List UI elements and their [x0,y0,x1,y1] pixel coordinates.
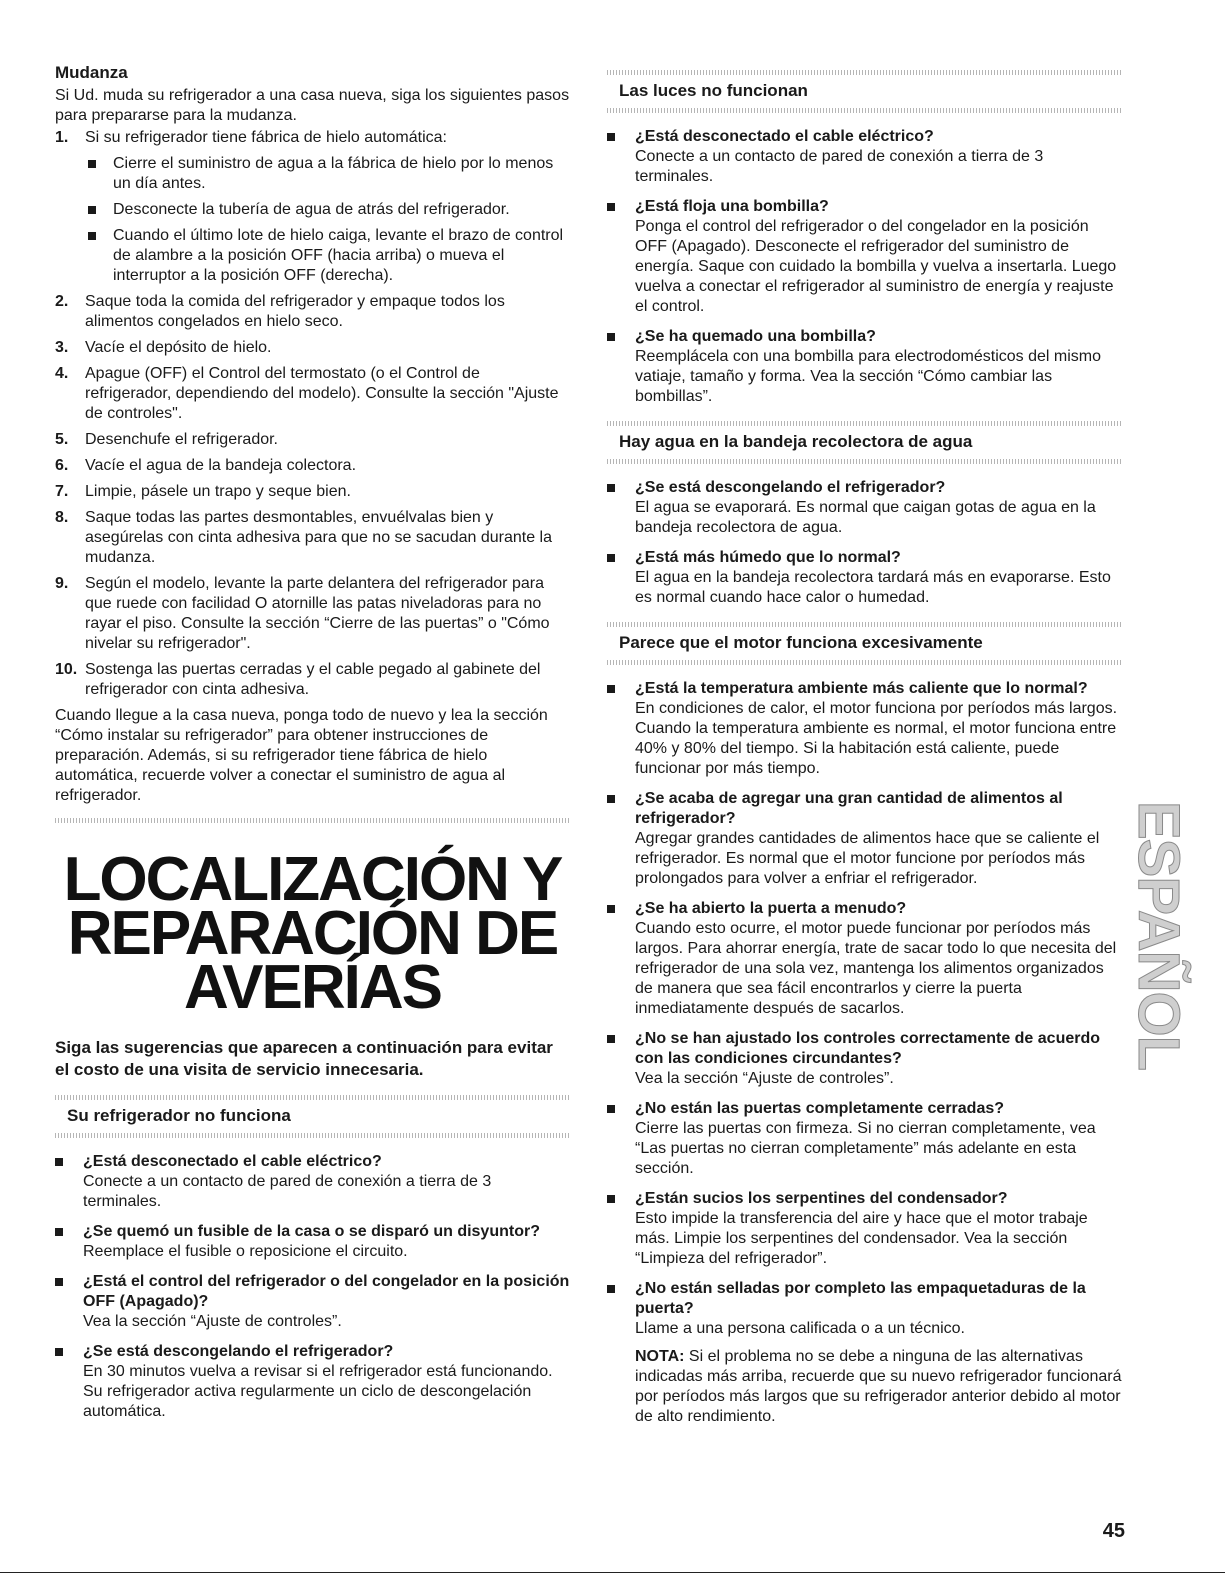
step-3: 3. Vacíe el depósito de hielo. [55,339,272,356]
section-header [607,70,1122,113]
moving-intro: Si Ud. muda su refrigerador a una casa nueva, siga los siguientes pasos para prepararse para la mudanza. [55,87,570,124]
faq-item: ¿Está el control del refrigerador o del congelador en la posición OFF (Apagado)? Vea la sección “Ajuste de controles”. [55,1272,570,1332]
faq-list [55,1152,570,1422]
faq-item: ¿No están las puertas completamente cerradas? Cierre las puertas con firmeza. Si no cierran completamente, vea “Las puertas no cierran completamente” más adelante en esta sección. [607,1099,1122,1179]
faq-item: ¿Está desconectado el cable eléctrico? Conecte a un contacto de pared de conexión a tierra de 3 terminales. [55,1152,570,1212]
faq-item: ¿Se acaba de agregar una gran cantidad de alimentos al refrigerador? Agregar grandes cantidades de alimentos hace que se caliente el refrigerador. Es normal que el motor funcione por períodos más prolongados para volver a enfriar el refrigerador. [607,789,1122,889]
bottom-rule [0,1572,1225,1573]
step-9: 9. Según el modelo, levante la parte delantera del refrigerador para que ruede con facilidad O atornille las patas niveladoras para no rayar el piso. Consulte la sección “Cierre de las puertas” o "Cómo nivelar su refrigerador". [55,575,550,652]
faq-item: ¿Se ha quemado una bombilla? Reemplácela con una bombilla para electrodomésticos del mismo vatiaje, tamaño y forma. Vea la sección “Cómo cambiar las bombillas”. [607,327,1122,407]
step-8: 8. Saque todas las partes desmontables, envuélvalas bien y asegúrelas con cinta adhesiva para que no se sacudan durante la mudanza. [55,509,552,566]
step-6: 6. Vacíe el agua de la bandeja colectora. [55,457,357,474]
faq-item: ¿Está floja una bombilla? Ponga el control del refrigerador o del congelador en la posición OFF (Apagado). Desconecte el refrigerador del suministro de energía. Saque con cuidado la bombilla y vuelva a insertarla. Luego vuelva a conectar el refrigerador al suministro de energía y reajuste el control. [607,197,1122,317]
substep: Cuando el último lote de hielo caiga, levante el brazo de control de alambre a la posición OFF (hacia arriba) o mueva el interruptor a la posición OFF (derecha). [85,226,570,286]
section-header [55,1095,570,1138]
faq-item: ¿Están sucios los serpentines del condensador? Esto impide la transferencia del aire y hace que el motor trabaje más. Limpie los serpentines del condensador. Vea la sección “Limpieza del refrigerador”. [607,1189,1122,1269]
step-7: 7. Limpie, pásele un trapo y seque bien. [55,483,351,500]
faq-list [607,127,1122,407]
page-title: LOCALIZACIÓN Y REPARACIÓN DE AVERÍAS [63,845,562,1022]
moving-title: Mudanza [55,63,128,82]
faq-item: ¿No están selladas por completo las empaquetaduras de la puerta? Llame a una persona calificada o a un técnico. NOTA: Si el problema no se debe a ninguna de las alternativas indicadas más arriba, recuerde que su nuevo refrigerador funcionará por períodos más largos que su refrigerador anterior debido al motor de alto rendimiento. [607,1279,1122,1427]
step-1: 1. Si su refrigerador tiene fábrica de hielo automática: Cierre el suministro de agua a la fábrica de hielo por lo menos un día antes. Desconecte la tubería de agua de atrás del refrigerador. Cuando el último lote de hielo caiga, levante el brazo de control de alambre a la posición OFF (hacia arriba) o mueva el interruptor a la posición OFF (derecha). [55,128,570,286]
faq-item: ¿Está más húmedo que lo normal? El agua en la bandeja recolectora tardará más en evaporarse. Esto es normal cuando hace calor o humedad. [607,548,1122,608]
step-2: 2. Saque toda la comida del refrigerador y empaque todos los alimentos congelados en hielo seco. [55,293,505,330]
faq-item: ¿Se ha abierto la puerta a menudo? Cuando esto ocurre, el motor puede funcionar por períodos más largos. Para ahorrar energía, trate de sacar todo lo que necesita del refrigerador de una sola vez, mantenga los alimentos organizados de manera que sea fácil encontrarlos y cierre la puerta inmediatamente después de sacarlos. [607,899,1122,1019]
ice-maker-substeps [85,154,570,286]
faq-item: ¿Se está descongelando el refrigerador? En 30 minutos vuelva a revisar si el refrigerador está funcionando. Su refrigerador activa regularmente un ciclo de descongelación automática. [55,1342,570,1422]
note: NOTA: Si el problema no se debe a ninguna de las alternativas indicadas más arriba, recuerde que su nuevo refrigerador funcionará por períodos más largos que su refrigerador anterior debido al motor de alto rendimiento. [635,1348,1122,1425]
section-title: Hay agua en la bandeja recolectora de agua [619,432,973,451]
faq-item: ¿Está desconectado el cable eléctrico? Conecte a un contacto de pared de conexión a tierra de 3 terminales. [607,127,1122,187]
moving-outro: Cuando llegue a la casa nueva, ponga todo de nuevo y lea la sección “Cómo instalar su refrigerador” para obtener instrucciones de preparación. Además, si su refrigerador tiene fábrica de hielo automática, recuerde volver a conectar el suministro de agua al refrigerador. [55,707,548,804]
section-title: Su refrigerador no funciona [67,1106,291,1125]
section-header [607,421,1122,464]
step-4: 4. Apague (OFF) el Control del termostato (o el Control de refrigerador, dependiendo del modelo). Consulte la sección "Ajuste de controles". [55,365,559,422]
moving-steps [55,128,570,700]
step-10: 10. Sostenga las puertas cerradas y el cable pegado al gabinete del refrigerador con cinta adhesiva. [55,661,541,698]
substep: Desconecte la tubería de agua de atrás del refrigerador. [85,200,570,220]
faq-list [607,478,1122,608]
substep: Cierre el suministro de agua a la fábrica de hielo por lo menos un día antes. [85,154,570,194]
faq-item: ¿Se quemó un fusible de la casa o se disparó un disyuntor? Reemplace el fusible o reposicione el circuito. [55,1222,570,1262]
faq-item: ¿Está la temperatura ambiente más caliente que lo normal? En condiciones de calor, el motor funciona por períodos más largos. Cuando la temperatura ambiente es normal, el motor funciona entre 40% y 80% del tiempo. Si la habitación está caliente, puede funcionar por más tiempo. [607,679,1122,779]
section-title: Las luces no funcionan [619,81,808,100]
step-5: 5. Desenchufe el refrigerador. [55,431,278,448]
faq-item: ¿No se han ajustado los controles correctamente de acuerdo con las condiciones circundantes? Vea la sección “Ajuste de controles”. [607,1029,1122,1089]
language-side-tab: ESPAÑOL [1126,800,1192,1070]
lead-text: Siga las sugerencias que aparecen a continuación para evitar el costo de una visita de servicio innecesaria. [55,1038,553,1079]
page-number: 45 [1102,1520,1125,1542]
faq-item: ¿Se está descongelando el refrigerador? El agua se evaporará. Es normal que caigan gotas de agua en la bandeja recolectora de agua. [607,478,1122,538]
section-title: Parece que el motor funciona excesivamente [619,633,983,652]
divider [55,818,570,823]
faq-list [607,679,1122,1427]
left-column [55,62,570,1432]
right-column [607,70,1122,1437]
section-header [607,622,1122,665]
